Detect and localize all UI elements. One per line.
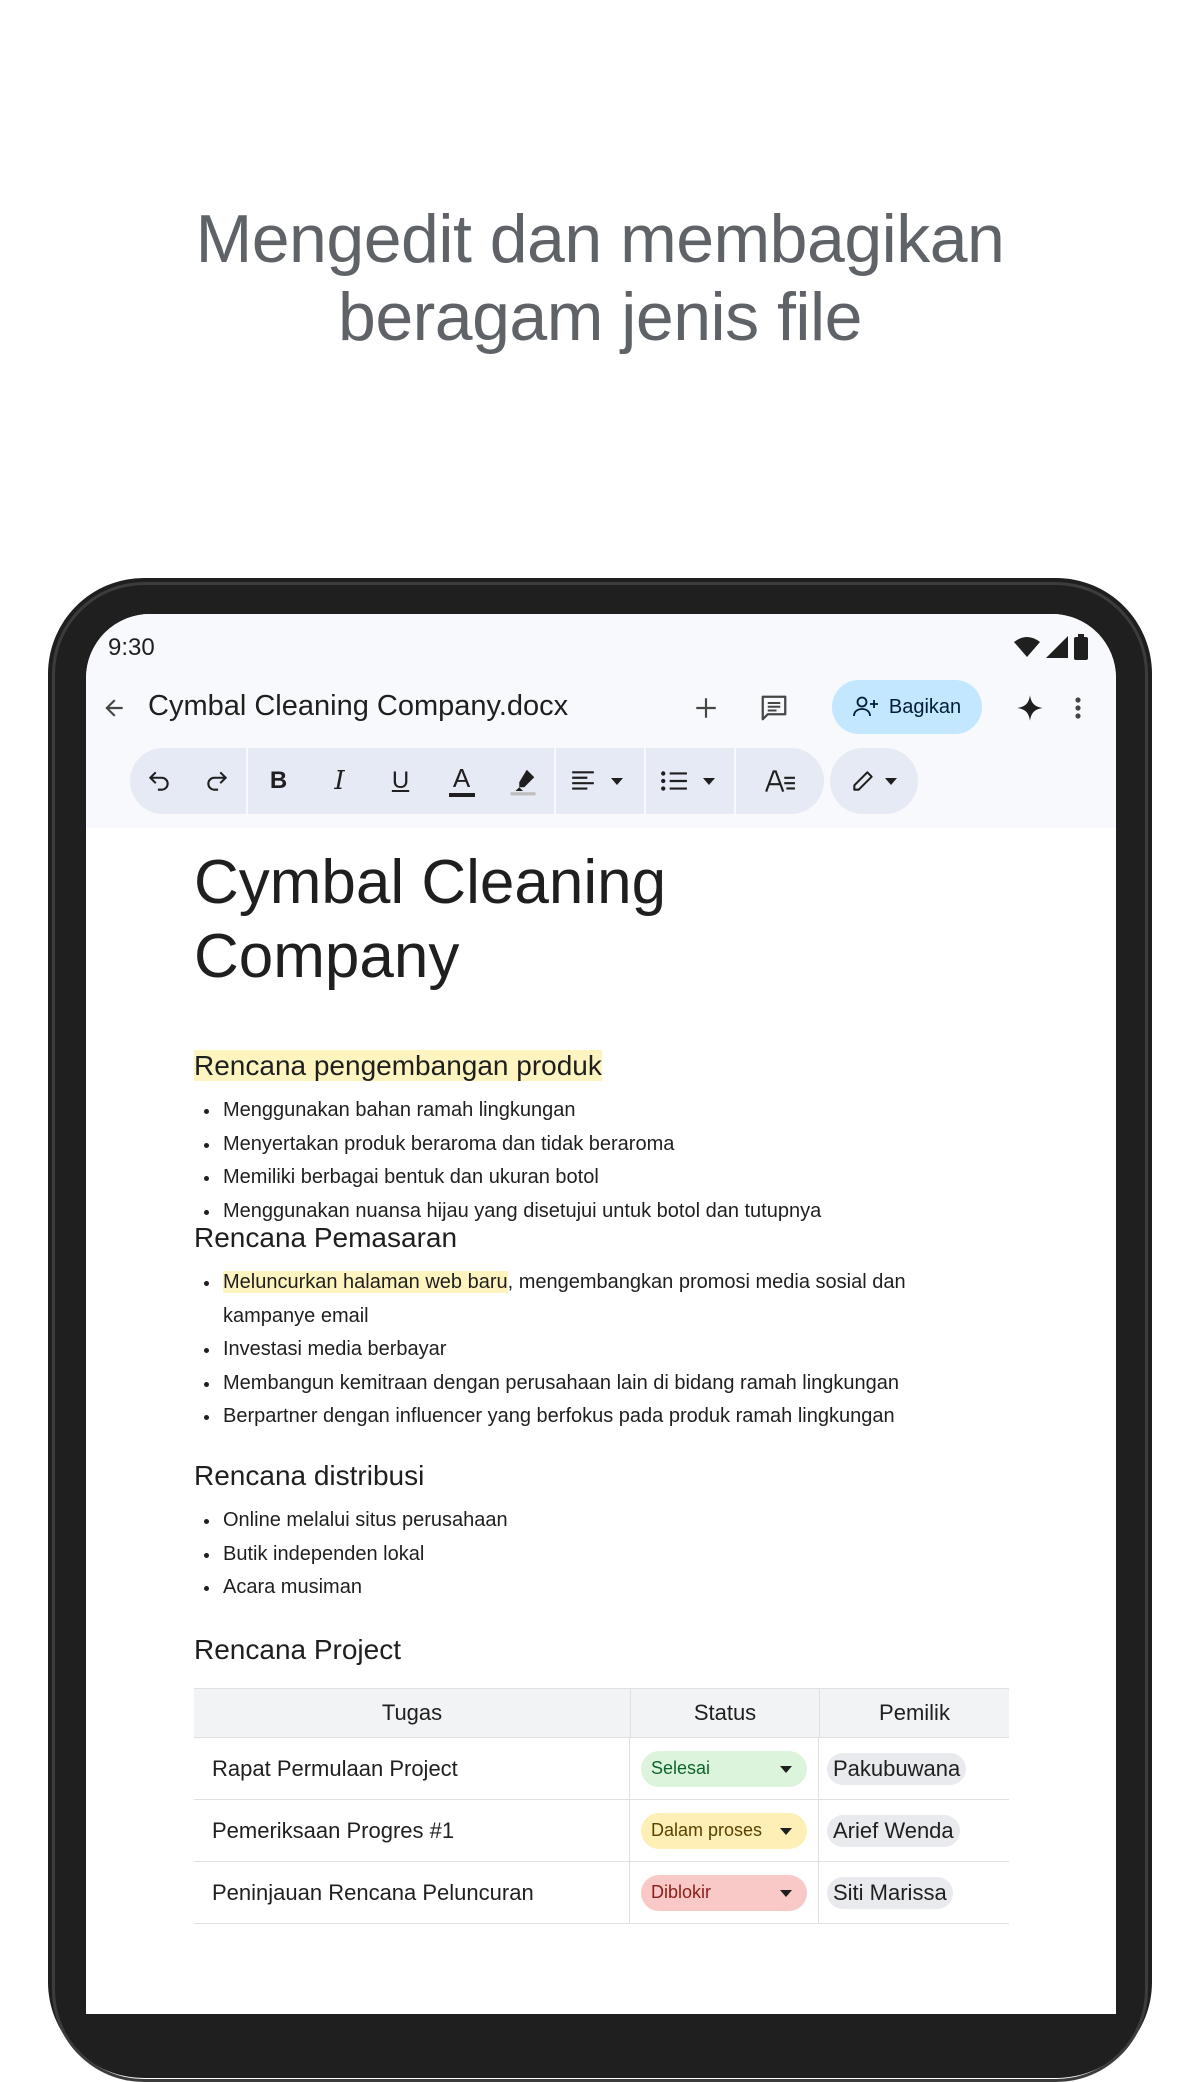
highlight-color-button[interactable] [492, 748, 553, 814]
align-left-icon [570, 769, 596, 793]
undo-button[interactable] [130, 748, 188, 814]
cell-signal-icon [1046, 636, 1068, 658]
chevron-down-icon [610, 776, 624, 786]
chevron-down-icon [779, 1826, 793, 1836]
comments-button[interactable] [750, 684, 798, 732]
add-person-icon [853, 696, 879, 718]
list-item: Memiliki berbagai bentuk dan ukuran botol [194, 1161, 954, 1195]
table-header [194, 1688, 1009, 1738]
person-chip[interactable]: Pakubuwana [827, 1753, 966, 1785]
table-header-cell: Pemilik [879, 1700, 950, 1725]
document-title: Cymbal Cleaning Company [194, 848, 667, 991]
more-vert-icon [1074, 696, 1082, 720]
list-item: Berpartner dengan influencer yang berfokus pada produk ramah lingkungan [194, 1400, 954, 1434]
status-chip-label: Selesai [651, 1758, 711, 1778]
text-format-button[interactable] [736, 748, 824, 814]
owner-cell [819, 1800, 1008, 1861]
marketing-plan-list [194, 1266, 954, 1434]
more-options-button[interactable] [1054, 684, 1102, 732]
highlighted-text: Meluncurkan halaman web baru [223, 1271, 508, 1293]
text-color-swatch [449, 793, 475, 797]
italic-button[interactable]: I [334, 766, 345, 796]
list-item: Butik independen lokal [194, 1538, 954, 1572]
document-filename: Cymbal Cleaning Company.docx [148, 690, 569, 722]
align-left-button[interactable] [556, 748, 610, 814]
insert-button[interactable] [682, 684, 730, 732]
promo-headline-line-1: Mengedit dan membagikan [195, 201, 1005, 277]
section-title-distribution: Rencana distribusi [194, 1460, 425, 1491]
status-dropdown-chip[interactable] [641, 1751, 807, 1787]
chevron-down-icon [702, 776, 716, 786]
list-item [194, 1266, 954, 1333]
gemini-button[interactable] [1006, 684, 1054, 732]
task-cell: Rapat Permulaan Project [194, 1738, 630, 1799]
share-button[interactable] [832, 680, 982, 734]
plus-icon [693, 695, 719, 721]
text-color-button[interactable] [431, 748, 492, 814]
undo-icon [146, 768, 172, 794]
text-format-icon [764, 768, 796, 794]
tablet-screen [86, 614, 1116, 2014]
promo-headline [0, 200, 1200, 356]
share-button-label: Bagikan [888, 695, 962, 718]
task-cell: Pemeriksaan Progres #1 [194, 1800, 630, 1861]
distribution-plan-list [194, 1504, 954, 1605]
bold-button[interactable]: B [269, 767, 288, 794]
app-bar [86, 676, 1116, 740]
product-plan-list [194, 1094, 954, 1228]
list-item: Menggunakan nuansa hijau yang disetujui untuk botol dan tutupnya [194, 1195, 954, 1229]
status-cell [630, 1800, 819, 1861]
list-item: Online melalui situs perusahaan [194, 1504, 954, 1538]
pencil-icon [850, 768, 876, 794]
back-button[interactable] [90, 684, 138, 732]
list-group[interactable] [646, 748, 734, 814]
chevron-down-icon [779, 1764, 793, 1774]
status-dropdown-chip[interactable] [641, 1813, 807, 1849]
status-cell [630, 1862, 819, 1923]
history-group [130, 748, 246, 814]
bulleted-list-icon [660, 769, 688, 793]
alignment-group[interactable] [556, 748, 644, 814]
status-icons [1014, 632, 1088, 662]
battery-icon [1074, 634, 1088, 660]
status-time: 9:30 [108, 634, 155, 661]
status-chip-label: Diblokir [651, 1882, 712, 1902]
arrow-back-icon [101, 695, 127, 721]
status-dropdown-chip[interactable] [641, 1875, 807, 1911]
redo-icon [204, 768, 230, 794]
promo-headline-line-2: beragam jenis file [338, 279, 862, 355]
app-header-area [86, 614, 1116, 828]
owner-cell [819, 1738, 1008, 1799]
status-cell [630, 1738, 819, 1799]
redo-button[interactable] [188, 748, 246, 814]
person-chip[interactable]: Arief Wenda [827, 1815, 960, 1847]
list-item-text: , mengembangkan promosi media sosial dan kampanye email [223, 1271, 906, 1327]
table-header-cell: Status [631, 1689, 820, 1737]
section-title-marketing: Rencana Pemasaran [194, 1222, 458, 1253]
text-color-letter: A [452, 763, 471, 793]
section-title-project: Rencana Project [194, 1634, 402, 1665]
person-chip[interactable]: Siti Marissa [827, 1877, 953, 1909]
document-body[interactable] [194, 828, 1014, 1905]
project-table [194, 1688, 1009, 1924]
wifi-icon [1014, 637, 1040, 657]
section-title-product-text: Rencana pengembangan produk [194, 1050, 602, 1081]
bulleted-list-button[interactable] [646, 748, 702, 814]
list-item: Membangun kemitraan dengan perusahaan lain di bidang ramah lingkungan [194, 1367, 954, 1401]
table-header-cell: Tugas [194, 1689, 631, 1737]
chevron-down-icon [779, 1888, 793, 1898]
list-item: Investasi media berbayar [194, 1333, 954, 1367]
highlighter-icon [508, 766, 538, 796]
status-chip-label: Dalam proses [651, 1820, 763, 1840]
owner-cell [819, 1862, 1008, 1923]
section-title-product [194, 1050, 602, 1082]
sparkle-icon [1016, 694, 1044, 722]
list-item: Menggunakan bahan ramah lingkungan [194, 1094, 954, 1128]
formatting-toolbar [130, 748, 1070, 814]
table-row [194, 1862, 1009, 1924]
underline-button[interactable]: U [391, 767, 410, 794]
chevron-down-icon [884, 776, 898, 786]
list-item: Menyertakan produk beraroma dan tidak beraroma [194, 1128, 954, 1162]
table-row [194, 1738, 1009, 1800]
table-row [194, 1800, 1009, 1862]
comment-icon [759, 693, 789, 723]
text-style-group [248, 748, 554, 814]
editing-mode-button[interactable] [830, 748, 918, 814]
list-item: Acara musiman [194, 1571, 954, 1605]
task-cell: Peninjauan Rencana Peluncuran [194, 1862, 630, 1923]
